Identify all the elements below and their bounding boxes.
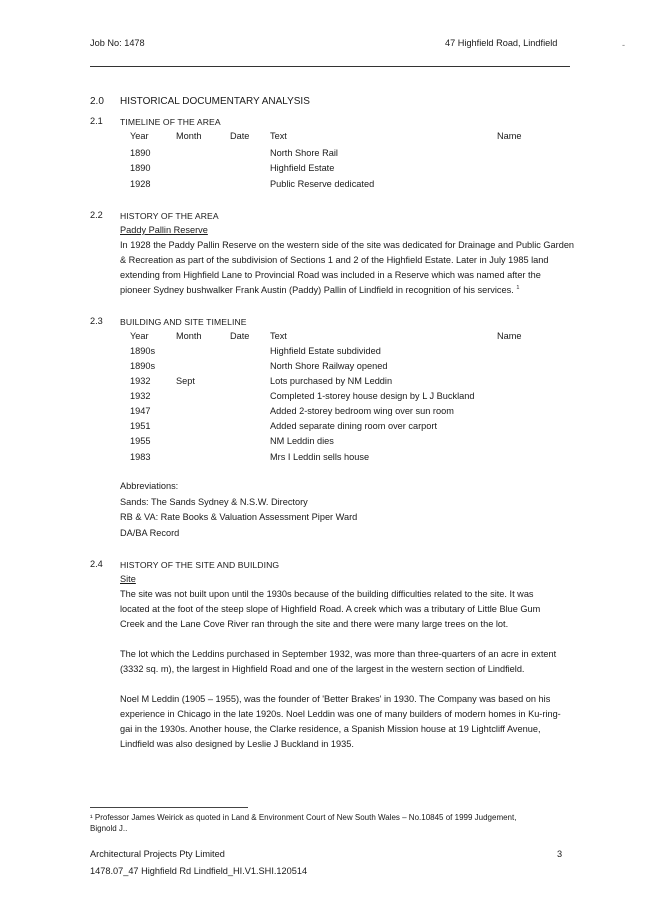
table-row-text: Highfield Estate subdivided bbox=[270, 346, 381, 356]
table-row-year: 1947 bbox=[130, 406, 151, 416]
history-area-line: extending from Highfield Lane to Provincial Road was included in a Reserve which was named after the bbox=[120, 270, 541, 280]
paragraph-line: Noel M Leddin (1905 – 1955), was the founder of 'Better Brakes' in 1930. The Company was based on his bbox=[120, 694, 551, 704]
table-row-year: 1890 bbox=[130, 148, 151, 158]
paragraph-line: gai in the 1930s. Another house, the Clarke residence, a Spanish Mission house at 19 Lightcliff Avenue, bbox=[120, 724, 541, 734]
abbreviation-item: RB & VA: Rate Books & Valuation Assessment Piper Ward bbox=[120, 512, 358, 522]
table-row-text: Public Reserve dedicated bbox=[270, 179, 375, 189]
table-row-text: Completed 1-storey house design by L J Buckland bbox=[270, 391, 475, 401]
footnote-rule bbox=[90, 807, 248, 808]
table-row-year: 1932 bbox=[130, 376, 151, 386]
history-area-line: & Recreation as part of the subdivision of Sections 1 and 2 of the Highfield Estate. Later in July 1985 land bbox=[120, 255, 549, 265]
site-subheading: Site bbox=[120, 574, 136, 584]
table-row-year: 1890 bbox=[130, 163, 151, 173]
footer-file-reference: 1478.07_47 Highfield Rd Lindfield_HI.V1.SHI.120514 bbox=[90, 866, 308, 876]
table-row-text: North Shore Rail bbox=[270, 148, 338, 158]
table-row-year: 1955 bbox=[130, 436, 151, 446]
header-address: 47 Highfield Road, Lindfield bbox=[445, 38, 558, 48]
column-header-month: Month bbox=[176, 131, 202, 141]
table-row-year: 1983 bbox=[130, 452, 151, 462]
section-2-2-number: 2.2 bbox=[90, 210, 103, 220]
footer-company: Architectural Projects Pty Limited bbox=[90, 849, 225, 859]
header-rule bbox=[90, 66, 570, 67]
column-header-text: Text bbox=[270, 131, 287, 141]
table-row-month: Sept bbox=[176, 376, 195, 386]
side-mark: - bbox=[622, 40, 626, 50]
table-row-year: 1951 bbox=[130, 421, 151, 431]
history-area-line: In 1928 the Paddy Pallin Reserve on the western side of the site was dedicated for Drainage and Public Garden bbox=[120, 240, 575, 250]
column-header-name: Name bbox=[497, 331, 522, 341]
page-number: 3 bbox=[557, 849, 563, 859]
column-header-year: Year bbox=[130, 331, 149, 341]
table-row-text: Added separate dining room over carport bbox=[270, 421, 438, 431]
paragraph-line: (3332 sq. m), the largest in Highfield Road and one of the largest in the western section of Lindfield. bbox=[120, 664, 525, 674]
table-row-text: Lots purchased by NM Leddin bbox=[270, 376, 393, 386]
table-row-text: Mrs I Leddin sells house bbox=[270, 452, 370, 462]
column-header-year: Year bbox=[130, 131, 149, 141]
footnote-reference: 1 bbox=[516, 285, 520, 291]
table-row-year: 1890s bbox=[130, 346, 156, 356]
paragraph-line: Lindfield was also designed by Leslie J Buckland in 1935. bbox=[120, 739, 354, 749]
column-header-name: Name bbox=[497, 131, 522, 141]
section-2-3-title: BUILDING AND SITE TIMELINE bbox=[120, 317, 247, 327]
section-2-1-title: TIMELINE OF THE AREA bbox=[120, 117, 221, 127]
section-2-4-title: HISTORY OF THE SITE AND BUILDING bbox=[120, 560, 280, 570]
abbreviations-heading: Abbreviations: bbox=[120, 481, 179, 491]
table-row-year: 1932 bbox=[130, 391, 151, 401]
footnote-text: Bignold J.. bbox=[90, 824, 128, 833]
paragraph-line: The lot which the Leddins purchased in September 1932, was more than three-quarters of an acre in extent bbox=[120, 649, 557, 659]
abbreviation-item: DA/BA Record bbox=[120, 528, 180, 538]
table-row-text: Highfield Estate bbox=[270, 163, 335, 173]
table-row-text: North Shore Railway opened bbox=[270, 361, 388, 371]
column-header-date: Date bbox=[230, 131, 250, 141]
section-2-4-number: 2.4 bbox=[90, 559, 103, 569]
paragraph-line: experience in Chicago in the late 1920s. Noel Leddin was one of many builders of modern homes in Ku-ring- bbox=[120, 709, 561, 719]
column-header-month: Month bbox=[176, 331, 202, 341]
column-header-text: Text bbox=[270, 331, 287, 341]
footnote-text: ¹ Professor James Weirick as quoted in Land & Environment Court of New South Wales – No.10845 of 1999 Judgement, bbox=[90, 813, 517, 822]
paragraph-line: Creek and the Lane Cove River ran through the site and there were many large trees on the lot. bbox=[120, 619, 509, 629]
paragraph-line: The site was not built upon until the 1930s because of the building difficulties related to the site. It was bbox=[120, 589, 534, 599]
history-area-line: pioneer Sydney bushwalker Frank Austin (Paddy) Pallin of Lindfield in recognition of his services. $^1$ bbox=[120, 285, 520, 296]
section-2-3-number: 2.3 bbox=[90, 316, 103, 326]
abbreviation-item: Sands: The Sands Sydney & N.S.W. Directory bbox=[120, 497, 308, 507]
section-2-0-number: 2.0 bbox=[90, 96, 104, 107]
paddy-pallin-subheading: Paddy Pallin Reserve bbox=[120, 225, 208, 235]
section-2-0-title: HISTORICAL DOCUMENTARY ANALYSIS bbox=[120, 96, 310, 107]
table-row-text: Added 2-storey bedroom wing over sun room bbox=[270, 406, 454, 416]
section-2-1-number: 2.1 bbox=[90, 116, 103, 126]
header-job-number: Job No: 1478 bbox=[90, 38, 145, 48]
section-2-2-title: HISTORY OF THE AREA bbox=[120, 211, 219, 221]
table-row-year: 1890s bbox=[130, 361, 156, 371]
paragraph-line: located at the foot of the steep slope of Highfield Road. A creek which was a tributary of Little Blue Gum bbox=[120, 604, 541, 614]
table-row-text: NM Leddin dies bbox=[270, 436, 334, 446]
table-row-year: 1928 bbox=[130, 179, 151, 189]
column-header-date: Date bbox=[230, 331, 250, 341]
